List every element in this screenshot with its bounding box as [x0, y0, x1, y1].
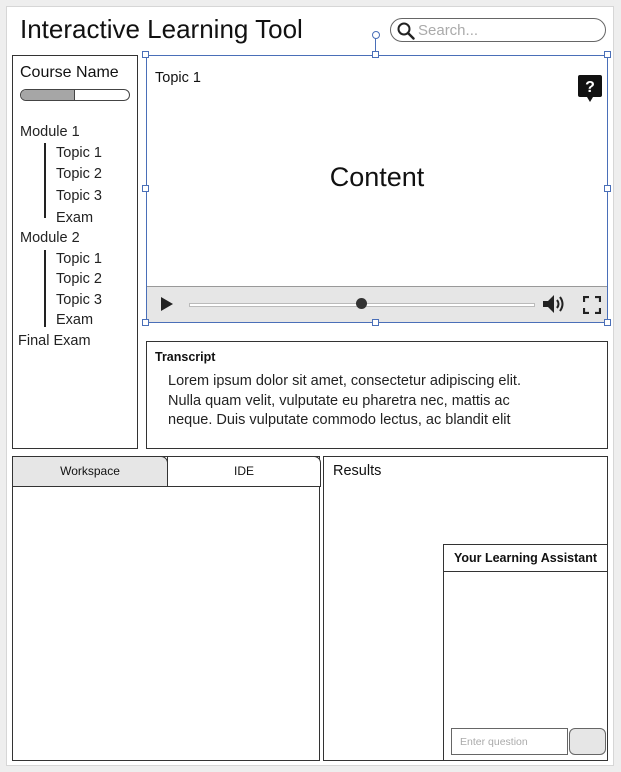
send-button[interactable] [569, 728, 606, 755]
app-title: Interactive Learning Tool [20, 14, 303, 44]
sidebar-module-1-topic-3[interactable]: Topic 3 [56, 188, 102, 204]
resize-handle-w[interactable] [142, 185, 149, 192]
tab-ide[interactable]: IDE [167, 456, 321, 487]
rotate-handle-line [375, 38, 376, 52]
sidebar-module-1-topic-2[interactable]: Topic 2 [56, 166, 102, 182]
learning-assistant-panel [443, 544, 608, 761]
content-topic-label: Topic 1 [155, 70, 201, 86]
seek-handle[interactable] [356, 298, 367, 309]
content-main-text: Content [329, 162, 425, 192]
search-input[interactable] [418, 21, 598, 39]
svg-text:?: ? [585, 79, 595, 96]
resize-handle-n[interactable] [372, 51, 379, 58]
assistant-title: Your Learning Assistant [444, 545, 607, 572]
results-title: Results [333, 463, 382, 479]
content-panel[interactable] [146, 55, 608, 323]
transcript-text: Lorem ipsum dolor sit amet, consectetur adipiscing elit. Nulla quam velit, vulputate eu pharetra nec, mattis ac neque. Duis vulputate commodo lectus, ac blandit elit [168, 373, 521, 428]
results-panel [323, 456, 608, 761]
resize-handle-nw[interactable] [142, 51, 149, 58]
rotate-handle[interactable] [372, 31, 380, 39]
course-progress-bar [20, 89, 130, 101]
transcript-title: Transcript [155, 350, 216, 364]
sidebar-module-2-topic-2[interactable]: Topic 2 [56, 271, 102, 287]
sidebar-module-1-exam[interactable]: Exam [56, 210, 94, 226]
sidebar-final-exam[interactable]: Final Exam [18, 333, 91, 349]
module-1-tree-line [44, 143, 46, 218]
sidebar-module-2[interactable]: Module 2 [20, 230, 80, 246]
question-input[interactable] [451, 728, 568, 755]
media-player-bar [147, 286, 607, 322]
fullscreen-icon[interactable] [583, 296, 601, 314]
play-icon[interactable] [161, 297, 173, 311]
workspace-panel[interactable] [12, 456, 320, 761]
resize-handle-se[interactable] [604, 319, 611, 326]
sidebar-module-2-topic-1[interactable]: Topic 1 [56, 251, 102, 267]
module-2-tree-line [44, 250, 46, 327]
sidebar-module-2-topic-3[interactable]: Topic 3 [56, 292, 102, 308]
transcript-panel [146, 341, 608, 449]
sidebar-module-1-topic-1[interactable]: Topic 1 [56, 145, 102, 161]
sidebar-module-1[interactable]: Module 1 [20, 124, 80, 140]
search-icon [397, 22, 415, 40]
course-progress-fill [21, 90, 75, 100]
help-icon[interactable] [578, 75, 602, 102]
tab-workspace[interactable]: Workspace [12, 456, 168, 487]
resize-handle-s[interactable] [372, 319, 379, 326]
course-sidebar [12, 55, 138, 449]
sidebar-module-2-exam[interactable]: Exam [56, 312, 94, 328]
course-name: Course Name [20, 64, 119, 81]
volume-icon[interactable] [542, 294, 566, 314]
resize-handle-sw[interactable] [142, 319, 149, 326]
search-box[interactable] [390, 18, 606, 42]
resize-handle-ne[interactable] [604, 51, 611, 58]
resize-handle-e[interactable] [604, 185, 611, 192]
